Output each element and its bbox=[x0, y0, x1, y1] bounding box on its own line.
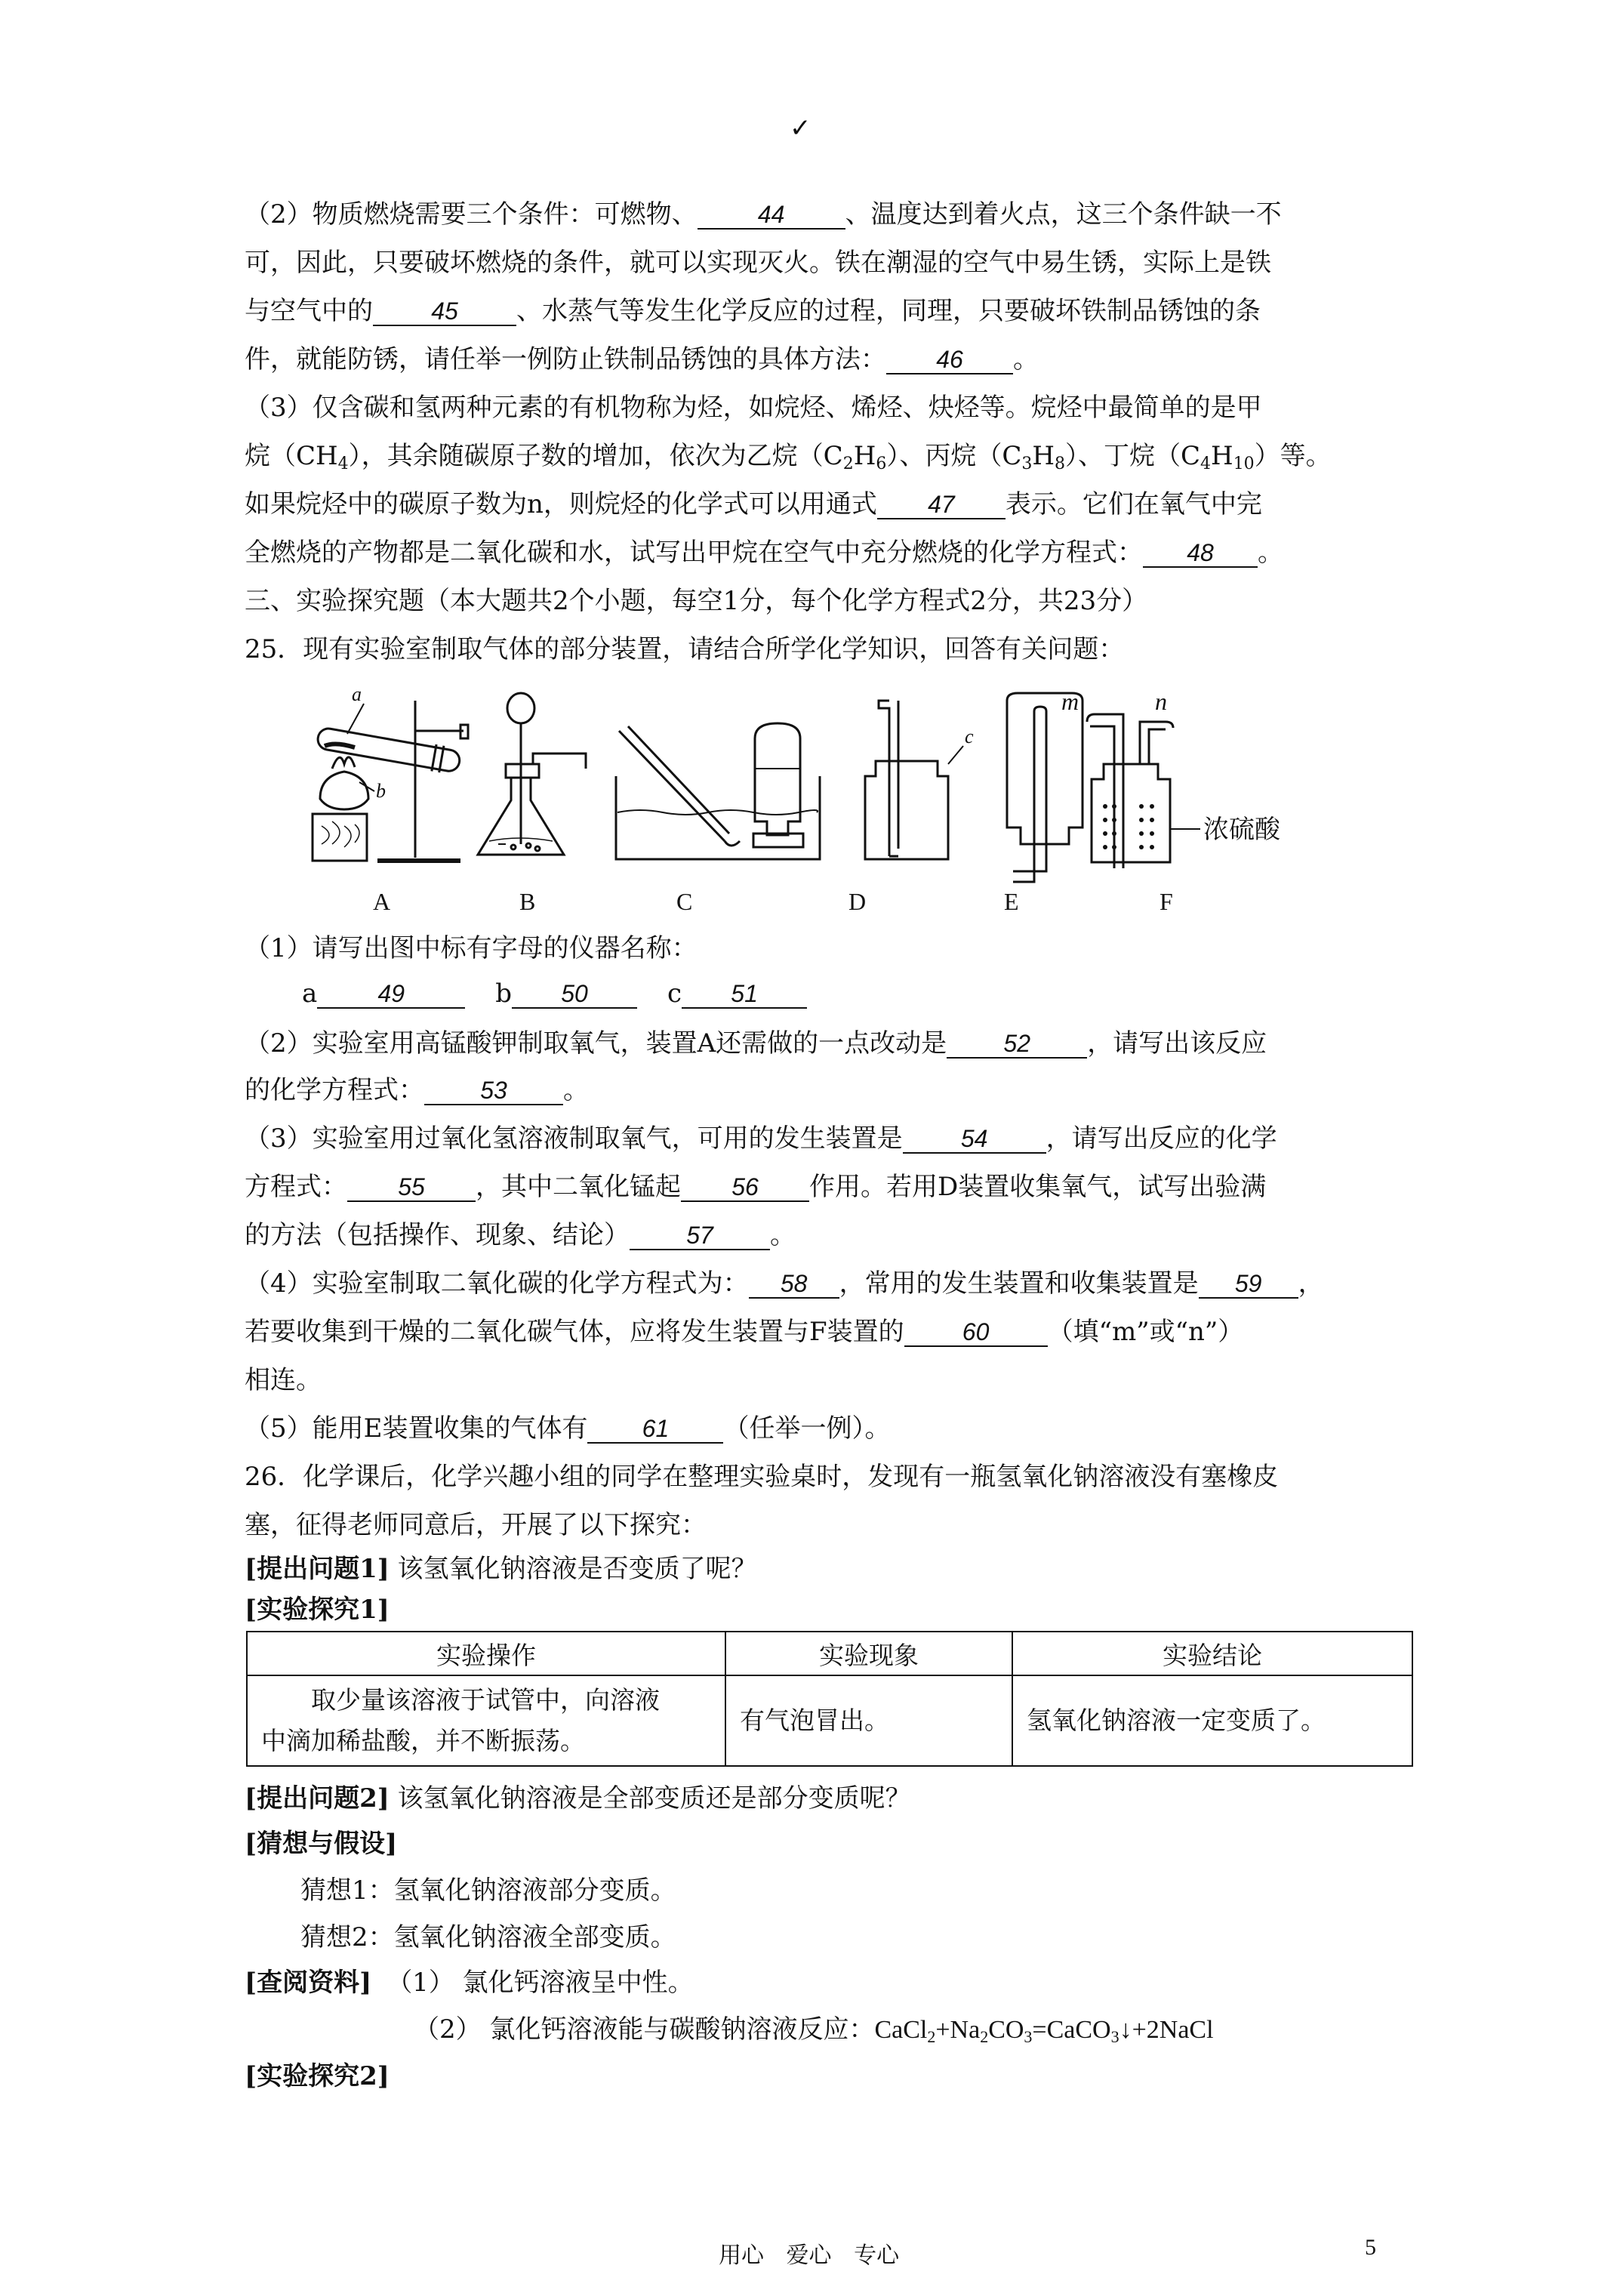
table-cell-conclusion: 氢氧化钠溶液一定变质了。 bbox=[1012, 1675, 1412, 1766]
table-header-operation: 实验操作 bbox=[247, 1632, 725, 1675]
apparatus-label-e: E bbox=[1004, 888, 1019, 915]
answer-blank-50[interactable]: 50 bbox=[512, 980, 637, 1009]
q26-question2: [提出问题2] 该氢氧化钠溶液是全部变质还是部分变质呢？ bbox=[245, 1783, 911, 1814]
answer-blank-46[interactable]: 46 bbox=[886, 346, 1013, 374]
answer-blank-47[interactable]: 47 bbox=[877, 491, 1006, 519]
acid-label: 浓硫酸 bbox=[1203, 815, 1280, 845]
answer-blank-49[interactable]: 49 bbox=[317, 980, 465, 1009]
q25-stem: 25．现有实验室制取气体的部分装置，请结合所学化学知识，回答有关问题： bbox=[245, 634, 1125, 664]
q25-part4-line3: 相连。 bbox=[245, 1365, 322, 1395]
q25-part1-prompt: （1）请写出图中标有字母的仪器名称： bbox=[245, 933, 698, 963]
apparatus-f-drawing bbox=[1087, 714, 1200, 868]
table-cell-operation: 取少量该溶液于试管中，向溶液 中滴加稀盐酸，并不断振荡。 bbox=[247, 1675, 725, 1766]
table-header-row bbox=[247, 1632, 1412, 1675]
answer-blank-59[interactable]: 59 bbox=[1199, 1270, 1298, 1299]
q26-reference-line2: （2） 氯化钙溶液能与碳酸钠溶液反应：$CaCl_2+Na_2CO_3=CaCO_3↓+2NaCl$ bbox=[414, 2014, 1214, 2046]
q26-guess2: 猜想2：氢氧化钠溶液全部变质。 bbox=[300, 1922, 676, 1952]
table-cell-phenomenon: 有气泡冒出。 bbox=[725, 1675, 1012, 1766]
q24-3-line2: 烷$(CH_4)$，其余随碳原子数的增加，依次为乙烷$(C_2H_6)$、丙烷$(C_3H_8)$、丁烷$(C_4H_{10})$等。 bbox=[245, 441, 1332, 473]
q26-stem-line2: 塞，征得老师同意后，开展了以下探究： bbox=[245, 1510, 707, 1540]
apparatus-letter-c: c bbox=[965, 726, 974, 747]
answer-blank-45[interactable]: 45 bbox=[373, 297, 516, 326]
apparatus-c-drawing bbox=[616, 723, 820, 859]
q26-reference-line1: [查阅资料] （1） 氯化钙溶液呈中性。 bbox=[245, 1968, 694, 1998]
q25-part1-blanks: a 49 b 50 c 51 bbox=[302, 978, 807, 1009]
q25-part2-line1: （2）实验室用高锰酸钾制取氧气，装置A还需做的一点改动是 52 ，请写出该反应 bbox=[245, 1028, 1267, 1059]
q24-3-line1: （3）仅含碳和氢两种元素的有机物称为烃，如烷烃、烯烃、炔烃等。烷烃中最简单的是甲 bbox=[245, 393, 1262, 423]
q26-explore1-tag: [实验探究1] bbox=[245, 1595, 390, 1625]
answer-blank-55[interactable]: 55 bbox=[347, 1173, 476, 1202]
apparatus-a-drawing bbox=[313, 701, 468, 861]
apparatus-label-f: F bbox=[1160, 888, 1173, 915]
table-row bbox=[247, 1675, 1412, 1766]
answer-blank-53[interactable]: 53 bbox=[424, 1077, 563, 1105]
section-3-heading: 三、实验探究题（本大题共2个小题，每空1分，每个化学方程式2分，共23分） bbox=[245, 586, 1148, 616]
apparatus-label-a: A bbox=[373, 888, 391, 915]
apparatus-letter-m: m bbox=[1061, 688, 1079, 715]
table-header-conclusion: 实验结论 bbox=[1012, 1632, 1412, 1675]
q24-2-line1: （2）物质燃烧需要三个条件：可燃物、 44 、温度达到着火点，这三个条件缺一不 bbox=[245, 199, 1282, 230]
q25-part3-line2: 方程式： 55 ，其中二氧化锰起 56 作用。若用D装置收集氧气，试写出验满 bbox=[245, 1172, 1267, 1202]
q26-question1: [提出问题1] 该氢氧化钠溶液是否变质了呢？ bbox=[245, 1554, 757, 1584]
footer-motto: 用心 爱心 专心 bbox=[719, 2242, 900, 2269]
q25-part4-line1: （4）实验室制取二氧化碳的化学方程式为： 58 ，常用的发生装置和收集装置是 59 ， bbox=[245, 1268, 1324, 1299]
q25-part3-line3: 的方法（包括操作、现象、结论） 57 。 bbox=[245, 1220, 796, 1250]
q26-hypothesis-tag: [猜想与假设] bbox=[245, 1829, 398, 1859]
apparatus-letter-b: b bbox=[376, 780, 386, 802]
q26-stem-line1: 26．化学课后，化学兴趣小组的同学在整理实验桌时，发现有一瓶氢氧化钠溶液没有塞橡皮 bbox=[245, 1462, 1279, 1492]
answer-blank-52[interactable]: 52 bbox=[947, 1030, 1087, 1059]
q26-guess1: 猜想1：氢氧化钠溶液部分变质。 bbox=[300, 1875, 676, 1906]
q25-part2-line2: 的化学方程式： 53 。 bbox=[245, 1075, 589, 1105]
q24-3-line4: 全燃烧的产物都是二氧化碳和水，试写出甲烷在空气中充分燃烧的化学方程式： 48 。 bbox=[245, 538, 1283, 568]
q25-part4-line2: 若要收集到干燥的二氧化碳气体，应将发生装置与F装置的 60 （填“m”或“n”） bbox=[245, 1317, 1244, 1347]
q24-2-line4: 件，就能防锈，请任举一例防止铁制品锈蚀的具体方法： 46 。 bbox=[245, 344, 1039, 374]
q25-part3-line1: （3）实验室用过氧化氢溶液制取氧气，可用的发生装置是 54 ，请写出反应的化学 bbox=[245, 1123, 1277, 1154]
answer-blank-54[interactable]: 54 bbox=[903, 1125, 1046, 1154]
apparatus-letter-a: a bbox=[352, 686, 362, 705]
apparatus-label-b: B bbox=[519, 888, 536, 915]
answer-blank-44[interactable]: 44 bbox=[698, 201, 845, 230]
apparatus-label-c: C bbox=[676, 888, 693, 915]
table-header-phenomenon: 实验现象 bbox=[725, 1632, 1012, 1675]
page-number: 5 bbox=[1365, 2235, 1376, 2260]
apparatus-figure bbox=[302, 686, 1404, 905]
q25-part5: （5）能用E装置收集的气体有 61 （任举一例）。 bbox=[245, 1413, 891, 1444]
q24-2-line3: 与空气中的 45 、水蒸气等发生化学反应的过程，同理，只要破坏铁制品锈蚀的条 bbox=[245, 296, 1261, 326]
answer-blank-48[interactable]: 48 bbox=[1143, 539, 1258, 568]
answer-blank-57[interactable]: 57 bbox=[630, 1222, 770, 1250]
answer-blank-51[interactable]: 51 bbox=[682, 980, 807, 1009]
apparatus-letter-n: n bbox=[1155, 688, 1167, 715]
q24-3-line3: 如果烷烃中的碳原子数为n，则烷烃的化学式可以用通式 47 表示。它们在氧气中完 bbox=[245, 489, 1262, 519]
checkmark-icon: ✓ bbox=[790, 113, 812, 143]
answer-blank-56[interactable]: 56 bbox=[681, 1173, 809, 1202]
answer-blank-58[interactable]: 58 bbox=[749, 1270, 839, 1299]
q26-explore2-tag: [实验探究2] bbox=[245, 2061, 390, 2091]
apparatus-d-drawing bbox=[865, 701, 963, 859]
apparatus-e-drawing bbox=[1007, 693, 1083, 882]
apparatus-b-drawing bbox=[478, 693, 586, 855]
q24-2-line2: 可，因此，只要破坏燃烧的条件，就可以实现灭火。铁在潮湿的空气中易生锈，实际上是铁 bbox=[245, 248, 1271, 278]
answer-blank-60[interactable]: 60 bbox=[904, 1318, 1048, 1347]
apparatus-label-d: D bbox=[848, 888, 867, 915]
experiment-table bbox=[246, 1631, 1413, 1767]
answer-blank-61[interactable]: 61 bbox=[587, 1415, 723, 1444]
